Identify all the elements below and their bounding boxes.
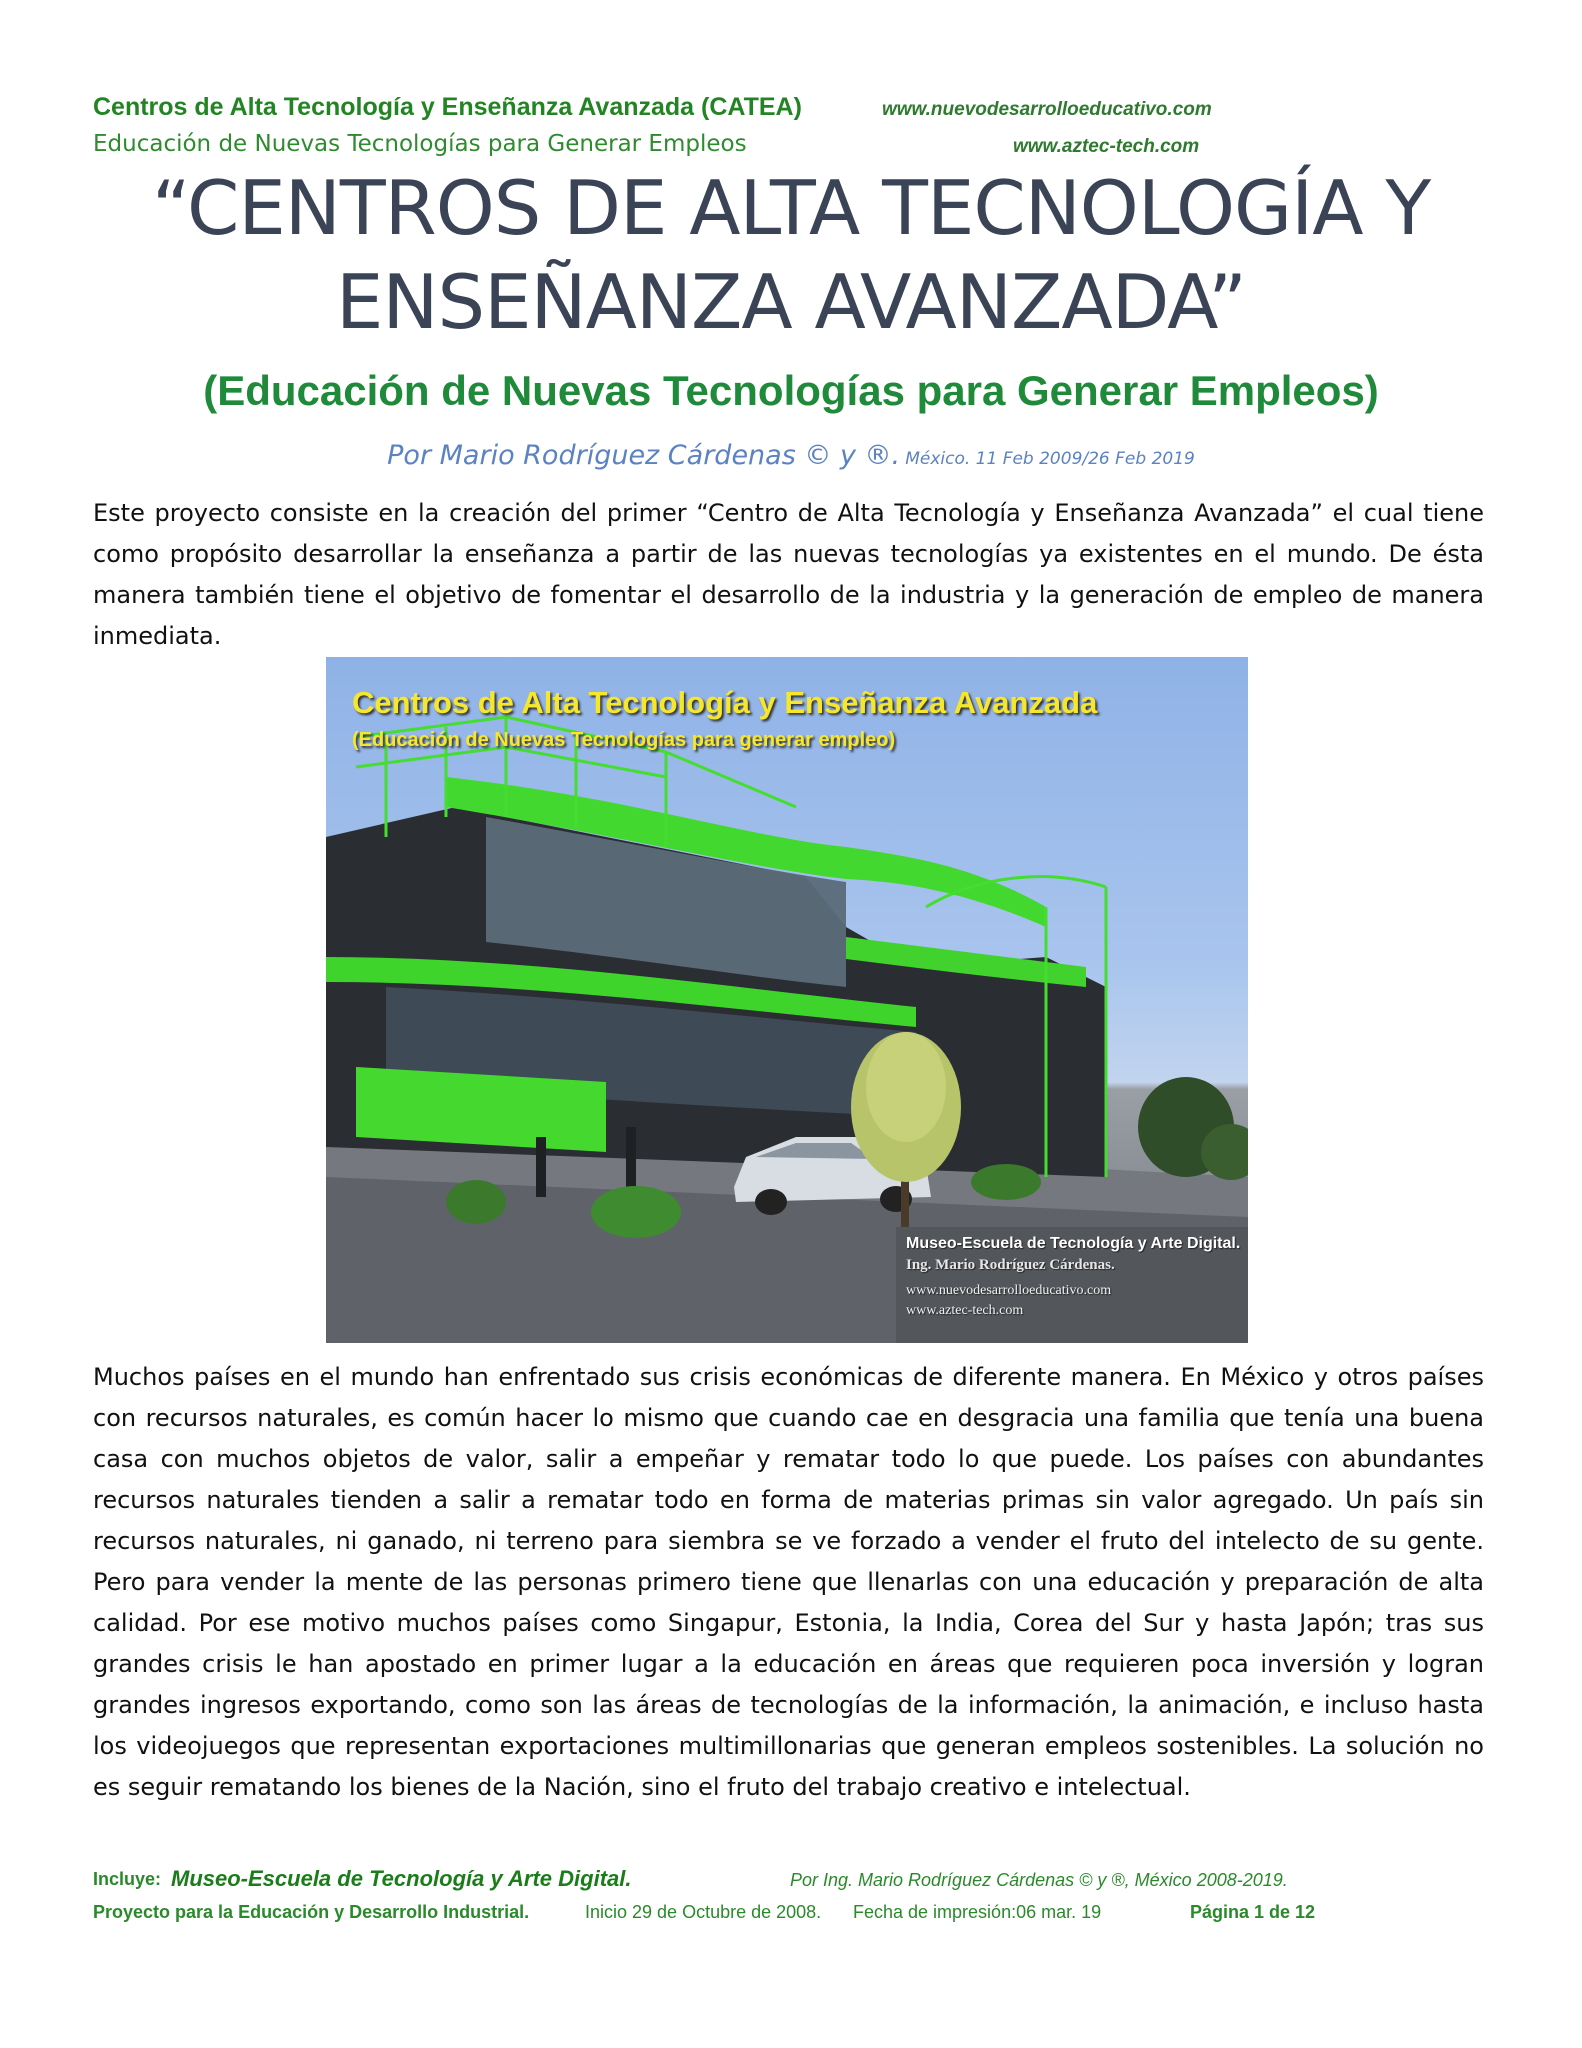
header-line-2: Educación de Nuevas Tecnologías para Generar Empleos <box>93 131 747 157</box>
header-url-1[interactable]: www.nuevodesarrolloeducativo.com <box>882 99 1212 120</box>
page-title-line-1: “CENTROS DE ALTA TECNOLOGÍA Y <box>151 164 1431 252</box>
byline <box>0 440 1582 471</box>
footer-includes-value: Museo-Escuela de Tecnología y Arte Digital. <box>171 1866 632 1891</box>
figure-caption-museum: Museo-Escuela de Tecnología y Arte Digital. <box>906 1235 1241 1252</box>
header-url-2[interactable]: www.aztec-tech.com <box>1013 136 1200 157</box>
header-line-1: Centros de Alta Tecnología y Enseñanza Avanzada (CATEA) <box>93 93 802 121</box>
byline-date: México. 11 Feb 2009/26 Feb 2019 <box>905 449 1195 469</box>
footer-project: Proyecto para la Educación y Desarrollo Industrial. <box>93 1902 530 1922</box>
byline-author: Por Mario Rodríguez Cárdenas © y ®. <box>387 440 901 471</box>
page-subtitle: (Educación de Nuevas Tecnologías para Generar Empleos) <box>203 367 1379 414</box>
footer-print-date: Fecha de impresión:06 mar. 19 <box>853 1902 1102 1922</box>
paragraph-body: Muchos países en el mundo han enfrentado sus crisis económicas de diferente manera. En México y otros países con recursos naturales, es común hacer lo mismo que cuando cae en desgracia una familia que tenía una buena casa con muchos objetos de valor, salir a empeñar y rematar todo lo que puede. Los países con abundantes recursos naturales tienden a salir a rematar todo en forma de materias primas sin valor agregado. Un país sin recursos naturales, ni ganado, ni terreno para siembra se ve forzado a vender el fruto del intelecto de su gente. Pero para vender la mente de las personas primero tiene que llenarlas con una educación y preparación de alta calidad. Por ese motivo muchos países como Singapur, Estonia, la India, Corea del Sur y hasta Japón; tras sus grandes crisis le han apostado en primer lugar a la educación en áreas que requieren poca inversión y logran grandes ingresos exportando, como son las áreas de tecnologías de la información, la animación, e incluso hasta los videojuegos que representan exportaciones multimillonarias que generan empleos sostenibles. La solución no es seguir rematando los bienes de la Nación, sino el fruto del trabajo creativo e intelectual. <box>93 1363 1484 1801</box>
paragraph-intro: Este proyecto consiste en la creación del primer “Centro de Alta Tecnología y Enseñanza Avanzada” el cual tiene como propósito desarrollar la enseñanza a partir de las nuevas tecnologías ya existentes en el mundo. De ésta manera también tiene el objetivo de fomentar el desarrollo de la industria y la generación de empleo de manera inmediata. <box>93 499 1484 650</box>
figure-caption-url-1: www.nuevodesarrolloeducativo.com <box>906 1283 1112 1298</box>
figure-caption-url-2: www.aztec-tech.com <box>906 1303 1024 1318</box>
footer-author: Por Ing. Mario Rodríguez Cárdenas © y ®, México 2008-2019. <box>790 1870 1288 1890</box>
footer-includes-label: Incluye: <box>93 1869 162 1889</box>
footer-start-date: Inicio 29 de Octubre de 2008. <box>585 1902 822 1922</box>
figure-subtitle: (Educación de Nuevas Tecnologías para generar empleo) <box>352 729 896 751</box>
figure-title: Centros de Alta Tecnología y Enseñanza Avanzada <box>352 685 1098 720</box>
building-rendering-image <box>326 657 1248 1343</box>
page-title-line-2: ENSEÑANZA AVANZADA” <box>336 258 1246 346</box>
figure-caption-author: Ing. Mario Rodríguez Cárdenas. <box>906 1257 1115 1273</box>
footer-page-number: Página 1 de 12 <box>1190 1902 1316 1922</box>
